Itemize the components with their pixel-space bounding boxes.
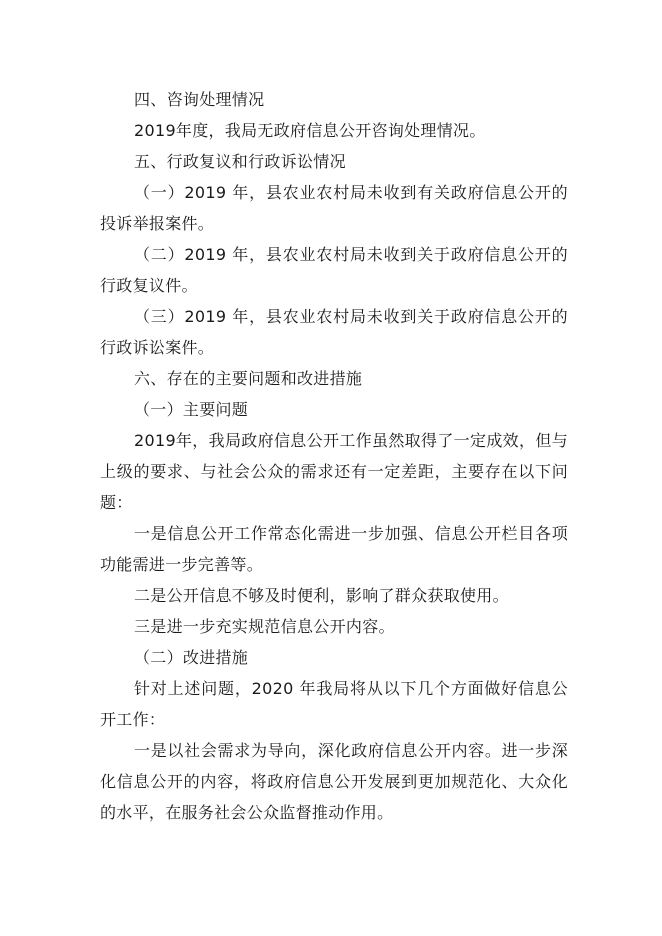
paragraph-administrative-review: （二）2019 年，县农业农村局未收到关于政府信息公开的行政复议件。 (100, 245, 568, 295)
paragraph-problem-1: 一是信息公开工作常态化需进一步加强、信息公开栏目各项功能需进一步完善等。 (100, 524, 568, 574)
paragraph-consultation: 2019年度，我局无政府信息公开咨询处理情况。 (134, 121, 486, 140)
section-heading-consultation: 四、咨询处理情况 (134, 90, 265, 109)
paragraph-problem-3: 三是进一步充实规范信息公开内容。 (134, 617, 395, 636)
subheading-improvement-measures: （二）改进措施 (134, 648, 249, 667)
document-body (100, 84, 568, 828)
paragraph-problems-intro: 2019年，我局政府信息公开工作虽然取得了一定成效，但与上级的要求、与社会公众的需求还有一定差距，主要存在以下问题： (100, 431, 568, 512)
subheading-main-problems: （一）主要问题 (134, 400, 249, 419)
paragraph-problem-2: 二是公开信息不够及时便利，影响了群众获取使用。 (134, 586, 509, 605)
section-heading-review-litigation: 五、行政复议和行政诉讼情况 (134, 152, 346, 171)
paragraph-measure-1: 一是以社会需求为导向，深化政府信息公开内容。进一步深化信息公开的内容，将政府信息公开发展到更加规范化、大众化的水平，在服务社会公众监督推动作用。 (100, 741, 568, 822)
paragraph-measures-intro: 针对上述问题，2020 年我局将从以下几个方面做好信息公开工作： (100, 679, 568, 729)
paragraph-administrative-litigation: （三）2019 年，县农业农村局未收到关于政府信息公开的行政诉讼案件。 (100, 307, 568, 357)
paragraph-complaints: （一）2019 年，县农业农村局未收到有关政府信息公开的投诉举报案件。 (100, 183, 568, 233)
section-heading-problems-measures: 六、存在的主要问题和改进措施 (134, 369, 363, 388)
